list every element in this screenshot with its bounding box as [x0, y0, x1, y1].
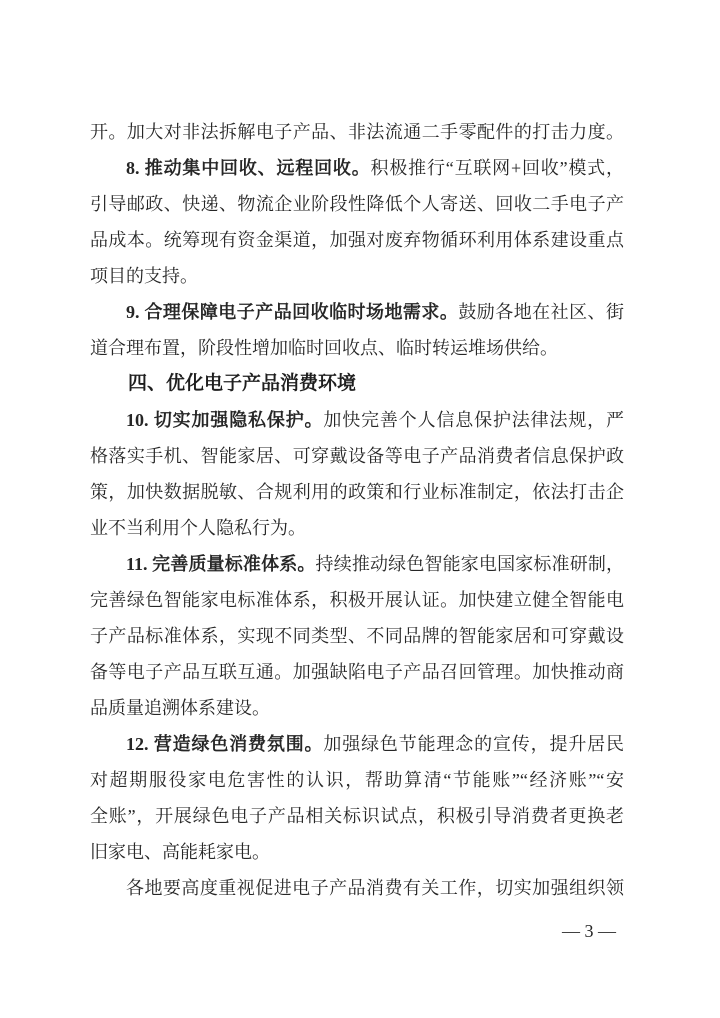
- text-run: 道合理布置，阶段性增加临时回收点、临时转运堆场供给。: [90, 338, 558, 358]
- text-line: [90, 402, 624, 438]
- text-run: 积极推行“互联网+回收”模式，: [370, 158, 624, 178]
- text-run: 子产品标准体系，实现不同类型、不同品牌的智能家居和可穿戴设: [90, 626, 624, 646]
- bold-text-run: 12. 营造绿色消费氛围。: [126, 734, 324, 754]
- bold-text-run: 8. 推动集中回收、远程回收。: [126, 158, 371, 178]
- text-run: 各地要高度重视促进电子产品消费有关工作，切实加强组织领: [126, 878, 624, 898]
- text-run: 开。加大对非法拆解电子产品、非法流通二手零配件的打击力度。: [90, 122, 624, 142]
- section-heading: [90, 366, 624, 402]
- text-line: [90, 798, 624, 834]
- bold-text-run: 9. 合理保障电子产品回收临时场地需求。: [126, 302, 459, 322]
- text-line: [90, 870, 624, 906]
- text-run: 品质量追溯体系建设。: [90, 698, 270, 718]
- text-line: [90, 438, 624, 474]
- text-run: 策，加快数据脱敏、合规利用的政策和行业标准制定，依法打击企: [90, 482, 624, 502]
- text-run: 加快完善个人信息保护法律法规，严: [323, 410, 625, 430]
- text-line: [90, 330, 624, 366]
- text-run: 格落实手机、智能家居、可穿戴设备等电子产品消费者信息保护政: [90, 446, 624, 466]
- text-line: [90, 546, 624, 582]
- page-number: — 3 —: [562, 921, 616, 941]
- bold-text-run: 11. 完善质量标准体系。: [126, 554, 316, 574]
- text-line: [90, 186, 624, 222]
- bold-text-run: 四、优化电子产品消费环境: [128, 373, 357, 394]
- text-line: [90, 834, 624, 870]
- text-run: 项目的支持。: [90, 266, 198, 286]
- text-run: 持续推动绿色智能家电国家标准研制，: [315, 554, 624, 574]
- text-line: [90, 474, 624, 510]
- text-line: [90, 582, 624, 618]
- text-run: 旧家电、高能耗家电。: [90, 842, 270, 862]
- text-run: 完善绿色智能家电标准体系，积极开展认证。加快建立健全智能电: [90, 590, 624, 610]
- text-run: 鼓励各地在社区、街: [458, 302, 625, 322]
- text-run: 全账”，开展绿色电子产品相关标识试点，积极引导消费者更换老: [90, 806, 624, 826]
- text-line: [90, 510, 624, 546]
- text-line: [90, 690, 624, 726]
- text-run: 业不当利用个人隐私行为。: [90, 518, 306, 538]
- document-body: [90, 114, 624, 944]
- text-line: [90, 726, 624, 762]
- text-line: [90, 654, 624, 690]
- text-line: [90, 618, 624, 654]
- text-line: [90, 114, 624, 150]
- text-run: 品成本。统筹现有资金渠道，加强对废弃物循环利用体系建设重点: [90, 230, 624, 250]
- text-line: [90, 294, 624, 330]
- text-run: 对超期服役家电危害性的认识，帮助算清“节能账”“经济账”“安: [90, 770, 624, 790]
- text-line: [90, 222, 624, 258]
- bold-text-run: 10. 切实加强隐私保护。: [126, 410, 324, 430]
- text-run: 加强绿色节能理念的宣传，提升居民: [323, 734, 625, 754]
- text-line: [90, 258, 624, 294]
- text-line: [90, 762, 624, 798]
- text-run: 引导邮政、快递、物流企业阶段性降低个人寄送、回收二手电子产: [90, 194, 624, 214]
- text-run: 备等电子产品互联互通。加强缺陷电子产品召回管理。加快推动商: [90, 662, 624, 682]
- text-line: [90, 150, 624, 186]
